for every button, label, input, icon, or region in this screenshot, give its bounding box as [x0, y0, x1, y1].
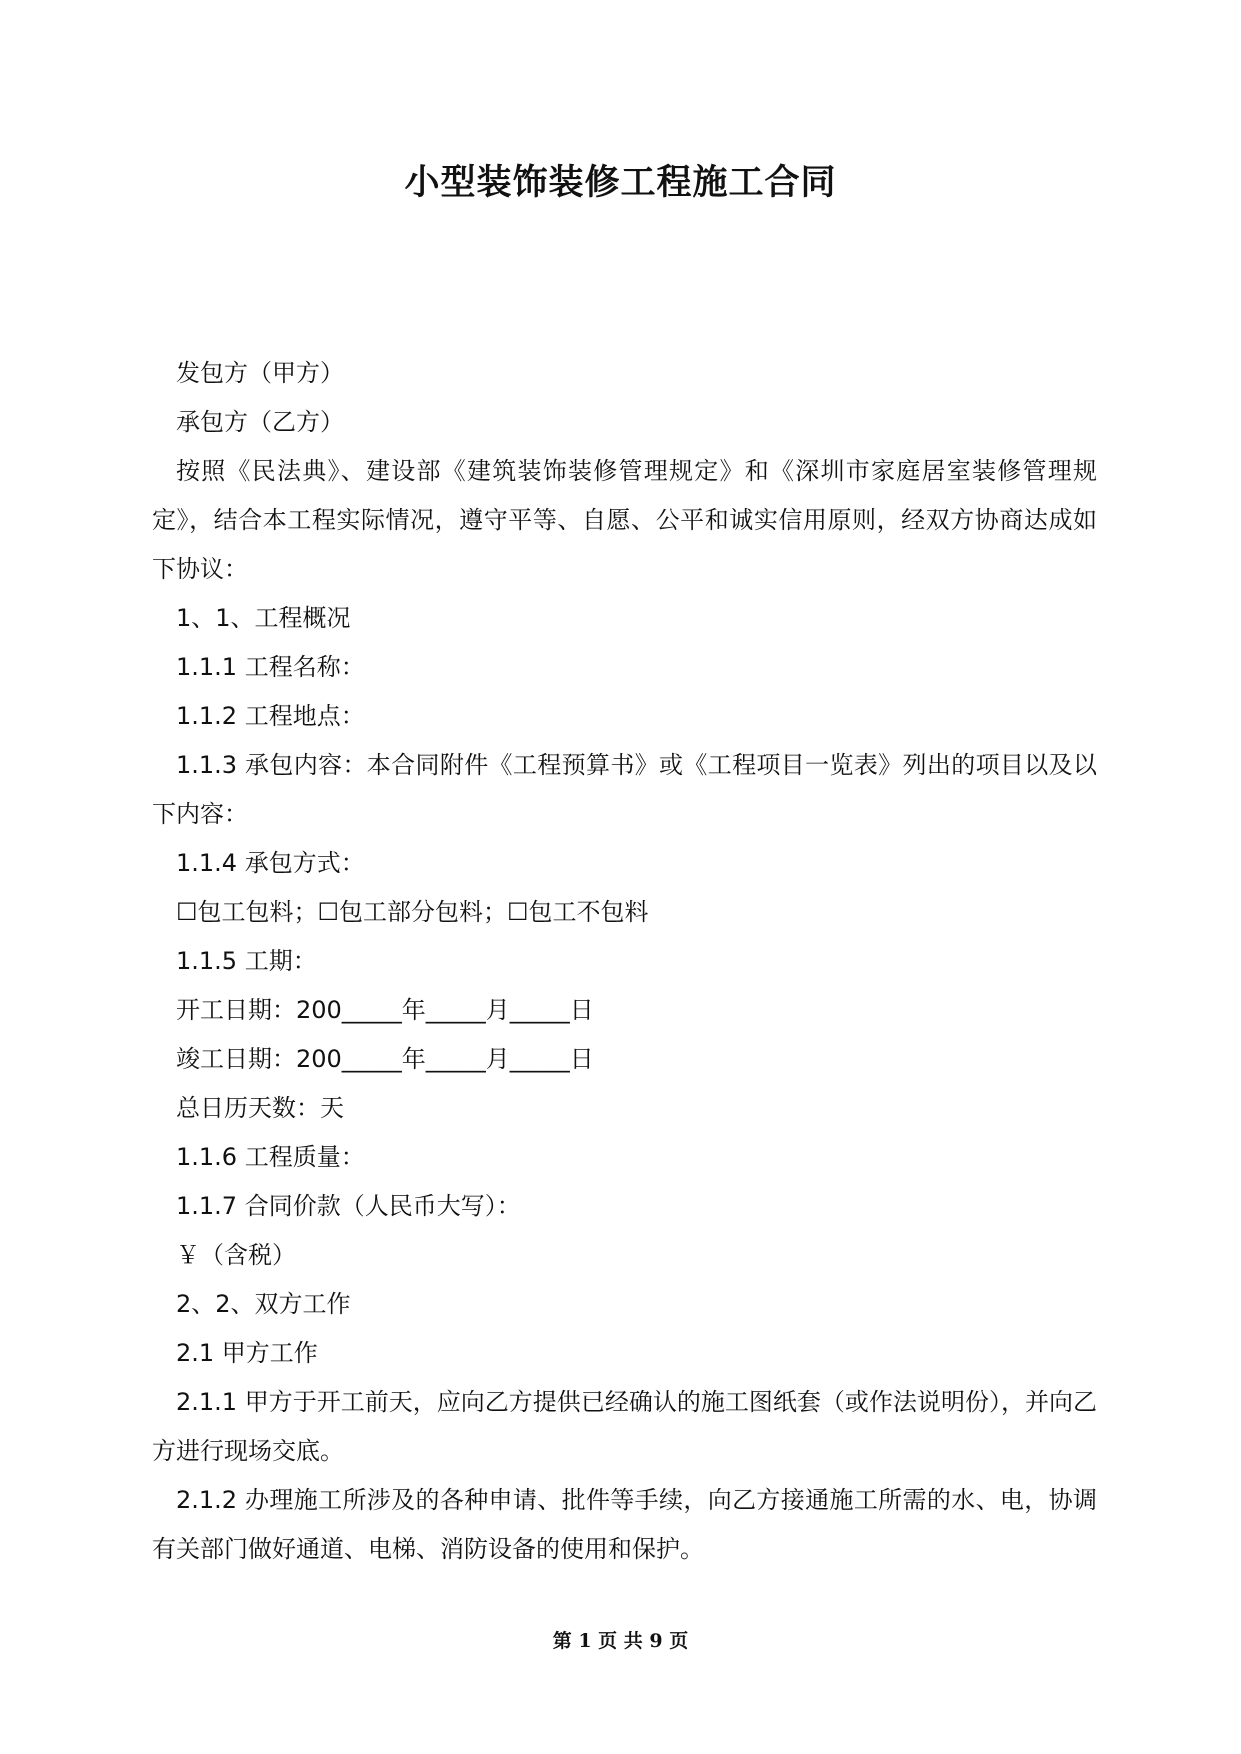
subsection-party-a-duties: 2.1 甲方工作 — [176, 1339, 318, 1367]
clause-contract-price: 1.1.7 合同价款（人民币大写）： — [176, 1192, 521, 1220]
start-date-line: 开工日期：200_____年_____月_____日 — [176, 996, 594, 1024]
clause-contract-method: 1.1.4 承包方式： — [176, 849, 365, 877]
clause-contract-scope: 1.1.3 承包内容：本合同附件《工程预算书》或《工程项目一览表》列出的项目以及以下内容： — [152, 751, 1097, 828]
clause-project-name: 1.1.1 工程名称： — [176, 653, 365, 681]
section-heading-duties: 2、2、双方工作 — [176, 1290, 351, 1318]
page-footer: 第 1 页 共 9 页 — [552, 1630, 689, 1652]
document-title: 小型装饰装修工程施工合同 — [404, 163, 837, 203]
completion-date-line: 竣工日期：200_____年_____月_____日 — [176, 1045, 594, 1073]
document-body — [152, 349, 1097, 1574]
contract-method-options: ☐包工包料；☐包工部分包料；☐包工不包料 — [176, 898, 649, 926]
clause-project-location: 1.1.2 工程地点： — [176, 702, 365, 730]
clause-2-1-2: 2.1.2 办理施工所涉及的各种申请、批件等手续，向乙方接通施工所需的水、电，协调有关部门做好通道、电梯、消防设备的使用和保护。 — [152, 1486, 1097, 1563]
price-tax-line: ￥（含税） — [176, 1241, 296, 1269]
paragraph-preamble: 按照《民法典》、建设部《建筑装饰装修管理规定》和《深圳市家庭居室装修管理规定》，结合本工程实际情况，遵守平等、自愿、公平和诚实信用原则，经双方协商达成如下协议： — [152, 457, 1097, 583]
section-heading-project-overview: 1、1、工程概况 — [176, 604, 351, 632]
paragraph-party-a: 发包方（甲方） — [176, 359, 344, 387]
paragraph-party-b: 承包方（乙方） — [176, 408, 344, 436]
total-days-line: 总日历天数：天 — [176, 1094, 344, 1122]
clause-quality: 1.1.6 工程质量： — [176, 1143, 365, 1171]
clause-2-1-1: 2.1.1 甲方于开工前天，应向乙方提供已经确认的施工图纸套（或作法说明份），并向乙方进行现场交底。 — [152, 1388, 1097, 1465]
clause-duration: 1.1.5 工期： — [176, 947, 317, 975]
